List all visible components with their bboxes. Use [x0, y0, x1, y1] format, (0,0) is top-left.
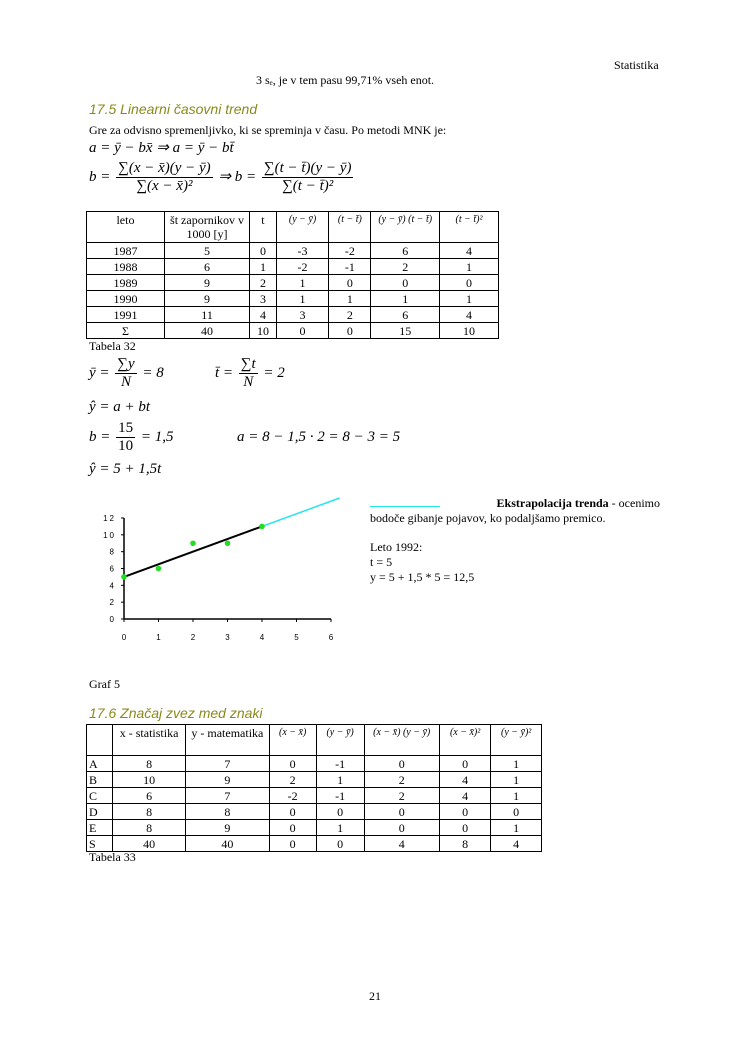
table-cell: 1987: [87, 243, 165, 259]
table-cell: 9: [186, 772, 270, 788]
x-tick-label: 3: [225, 633, 230, 642]
table-cell: 0: [269, 804, 316, 820]
table-row: [87, 820, 542, 836]
table-cell: 1: [491, 788, 542, 804]
y-tick-label: 6: [109, 564, 116, 574]
table-cell: 0: [250, 243, 277, 259]
formula-a: a = ȳ − bx̄ ⇒ a = ȳ − bt̄: [89, 140, 234, 156]
table-cell: 40: [164, 323, 249, 339]
table-cell: 6: [371, 307, 440, 323]
table-cell: 6: [113, 788, 186, 804]
column-header: (y − ȳ)²: [491, 725, 542, 756]
tbar-rhs: = 2: [263, 364, 285, 381]
table-cell: 4: [440, 243, 499, 259]
table-cell: 2: [364, 788, 439, 804]
table-cell: 1: [276, 291, 329, 307]
table-cell: 0: [329, 275, 371, 291]
table-row: [87, 804, 542, 820]
table-cell: 11: [164, 307, 249, 323]
table-cell: 0: [329, 323, 371, 339]
table-cell: 2: [371, 259, 440, 275]
y-tick-label: 12: [103, 514, 116, 523]
intro-line: 3 sₑ, je v tem pasu 99,71% vseh enot.: [256, 73, 435, 87]
formula-b-denominator: ∑(x − x̄)²: [136, 178, 193, 194]
table-cell: Σ: [87, 323, 165, 339]
table-cell: 1: [440, 259, 499, 275]
column-header: t: [250, 212, 277, 243]
table-cell: 2: [250, 275, 277, 291]
column-header: (x − x̄)²: [439, 725, 490, 756]
extrapolation-t: t = 5: [370, 555, 393, 569]
data-point: [225, 540, 231, 546]
table-cell: 0: [371, 275, 440, 291]
table-cell: 1: [491, 820, 542, 836]
section-text: Gre za odvisno spremenljivko, ki se spreminja v času. Po metodi MNK je:: [89, 123, 447, 137]
table-cell: 1989: [87, 275, 165, 291]
table-cell: 0: [364, 804, 439, 820]
table-cell: 2: [269, 772, 316, 788]
table-cell: 1: [491, 772, 542, 788]
table-cell: 0: [269, 836, 316, 852]
b-lhs: b =: [89, 428, 111, 445]
table-row: [87, 836, 542, 852]
table-caption: Tabela 32: [89, 339, 136, 353]
y-tick-label: 2: [109, 598, 116, 608]
table-cell: 0: [440, 275, 499, 291]
column-header: x - statistika: [113, 725, 186, 756]
table-cell: 6: [371, 243, 440, 259]
x-tick-label: 4: [259, 633, 265, 642]
column-header: št zapornikov v 1000 [y]: [164, 212, 249, 243]
extrapolation-title-rest: - ocenimo: [608, 496, 660, 510]
table-cell: 9: [164, 275, 249, 291]
column-header: leto: [87, 212, 165, 243]
b-num: 15: [118, 420, 134, 436]
x-tick-label: 0: [121, 633, 127, 642]
formula-result: ŷ = 5 + 1,5t: [89, 461, 162, 477]
column-header: (x − x̄) (y − ȳ): [364, 725, 439, 756]
graph-caption: Graf 5: [89, 677, 120, 691]
ybar-rhs: = 8: [142, 364, 164, 381]
data-point: [259, 524, 265, 530]
formula-b-prefix: b =: [89, 168, 111, 185]
table-cell: 4: [439, 788, 490, 804]
section-heading-2: 17.6 Značaj zvez med znaki: [89, 705, 263, 721]
running-title: Statistika: [614, 58, 659, 72]
table-cell: 3: [276, 307, 329, 323]
table-cell: 0: [316, 804, 364, 820]
column-header: (t − t̄)²: [440, 212, 499, 243]
table-cell: -1: [329, 259, 371, 275]
table-cell: 1: [250, 259, 277, 275]
column-header: (t − t̄): [329, 212, 371, 243]
table-cell: 1: [329, 291, 371, 307]
page-number: 21: [369, 989, 381, 1003]
table-cell: 5: [164, 243, 249, 259]
extrapolation-text: [370, 496, 660, 585]
table-cell: 0: [269, 820, 316, 836]
tbar-num: ∑t: [240, 356, 256, 372]
table-cell: S: [87, 836, 113, 852]
table-cell: 1990: [87, 291, 165, 307]
extrapolation-year: Leto 1992:: [370, 540, 423, 554]
formula-b-numerator: ∑(x − x̄)(y − ȳ): [118, 160, 211, 176]
table-cell: 1: [316, 820, 364, 836]
formula-b-numerator-t: ∑(t − t̄)(y − ȳ): [263, 160, 352, 176]
table-cell: 0: [439, 756, 490, 772]
column-header: (y − ȳ) (t − t̄): [371, 212, 440, 243]
table-cell: 0: [364, 756, 439, 772]
table-cell: C: [87, 788, 113, 804]
table-cell: B: [87, 772, 113, 788]
tbar-lhs: t̄ =: [215, 364, 234, 381]
table-row: [87, 788, 542, 804]
formula-a-value: a = 8 − 1,5 · 2 = 8 − 3 = 5: [237, 429, 401, 445]
y-tick-label: 8: [109, 547, 116, 557]
table-cell: 40: [186, 836, 270, 852]
section-heading: 17.5 Linearni časovni trend: [89, 101, 258, 117]
x-tick-label: 5: [294, 633, 299, 642]
table-cell: 10: [113, 772, 186, 788]
extrapolation-line: [262, 498, 340, 526]
table-cell: 1991: [87, 307, 165, 323]
extrapolation-line2: bodoče gibanje pojavov, ko podaljšamo premico.: [370, 511, 606, 525]
table-cell: -2: [276, 259, 329, 275]
y-tick-label: 10: [103, 530, 116, 540]
table-cell: 8: [439, 836, 490, 852]
table-cell: -2: [269, 788, 316, 804]
data-point: [156, 566, 162, 572]
ybar-lhs: ȳ =: [89, 364, 110, 381]
table-cell: 0: [269, 756, 316, 772]
column-header: (x − x̄): [269, 725, 316, 756]
ybar-num: ∑y: [117, 356, 135, 372]
table-cell: D: [87, 804, 113, 820]
table-cell: 1: [276, 275, 329, 291]
table-cell: 4: [439, 772, 490, 788]
table-cell: 4: [491, 836, 542, 852]
table-cell: 8: [113, 804, 186, 820]
table-cell: 7: [186, 788, 270, 804]
y-tick-label: 4: [109, 581, 116, 591]
tbar-den: N: [243, 374, 254, 390]
table-cell: 10: [440, 323, 499, 339]
x-tick-label: 6: [328, 633, 334, 642]
b-rhs: = 1,5: [140, 428, 174, 445]
table-cell: 9: [186, 820, 270, 836]
ybar-den: N: [120, 374, 131, 390]
column-header: (y − ȳ): [316, 725, 364, 756]
table-cell: 4: [250, 307, 277, 323]
data-point: [190, 540, 196, 546]
table-cell: 4: [364, 836, 439, 852]
table-cell: 2: [329, 307, 371, 323]
table-cell: -3: [276, 243, 329, 259]
x-tick-label: 1: [156, 633, 161, 642]
table-caption-33: Tabela 33: [89, 850, 136, 864]
table-33: [86, 724, 542, 852]
table-cell: 1: [491, 756, 542, 772]
column-header: [87, 725, 113, 756]
x-tick-label: 2: [190, 633, 196, 642]
table-cell: 0: [491, 804, 542, 820]
table-cell: 40: [113, 836, 186, 852]
table-cell: 8: [113, 820, 186, 836]
table-cell: 9: [164, 291, 249, 307]
table-cell: 3: [250, 291, 277, 307]
table-cell: -2: [329, 243, 371, 259]
table-cell: 0: [276, 323, 329, 339]
b-den: 10: [118, 438, 134, 454]
table-cell: 8: [113, 756, 186, 772]
table-row: [87, 772, 542, 788]
table-cell: 0: [364, 820, 439, 836]
table-cell: 2: [364, 772, 439, 788]
table-row: [87, 756, 542, 772]
trend-line: [124, 526, 262, 577]
table-cell: 4: [440, 307, 499, 323]
table-cell: E: [87, 820, 113, 836]
table-cell: 0: [439, 804, 490, 820]
cyan-legend-line: [370, 496, 440, 507]
formula-model: ŷ = a + bt: [89, 399, 151, 415]
table-cell: 15: [371, 323, 440, 339]
table-cell: -1: [316, 788, 364, 804]
table-cell: -1: [316, 756, 364, 772]
table-cell: 1988: [87, 259, 165, 275]
table-cell: 8: [186, 804, 270, 820]
extrapolation-y: y = 5 + 1,5 * 5 = 12,5: [370, 570, 475, 584]
table-cell: 10: [250, 323, 277, 339]
formula-implies: ⇒ b =: [218, 168, 257, 185]
table-cell: 7: [186, 756, 270, 772]
column-header: y - matematika: [186, 725, 270, 756]
table-cell: 1: [440, 291, 499, 307]
table-cell: A: [87, 756, 113, 772]
table-cell: 0: [439, 820, 490, 836]
extrapolation-title: Ekstrapolacija trenda: [496, 496, 609, 510]
formula-b-denominator-t: ∑(t − t̄)²: [282, 178, 334, 194]
data-point: [121, 574, 127, 580]
y-tick-label: 0: [109, 615, 116, 624]
table-cell: 0: [316, 836, 364, 852]
column-header: (y − ȳ): [276, 212, 329, 243]
table-cell: 1: [371, 291, 440, 307]
table-cell: 1: [316, 772, 364, 788]
table-cell: 6: [164, 259, 249, 275]
